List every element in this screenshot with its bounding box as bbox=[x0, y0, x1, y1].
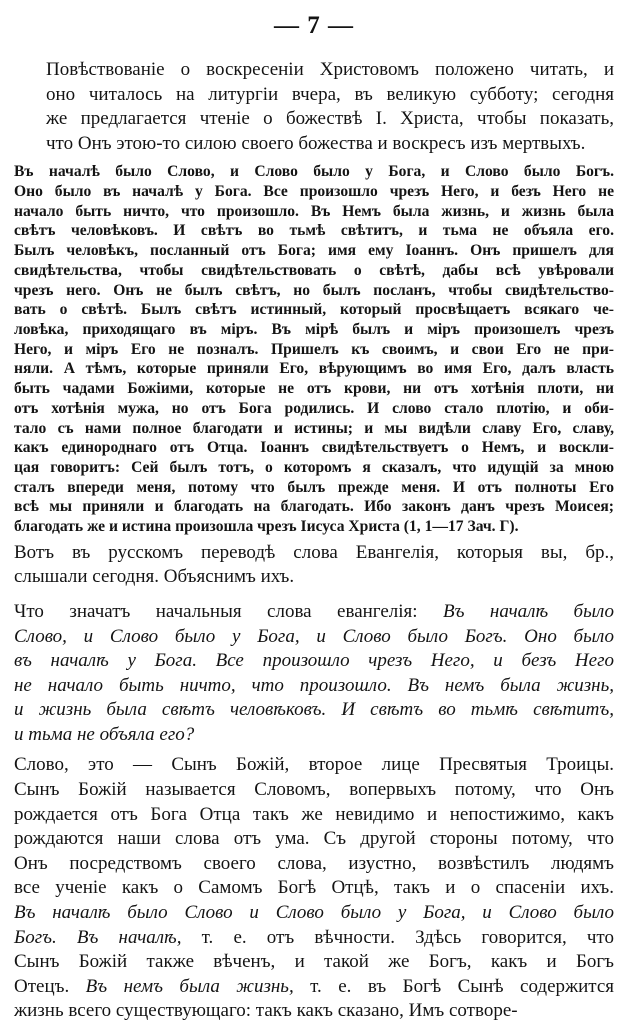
text-line bbox=[14, 649, 614, 674]
text-segment: жизнь всего существующаго: такъ какъ сказано, Имъ сотворе- bbox=[14, 1000, 518, 1022]
text-line bbox=[14, 876, 614, 901]
text-segment: Былъ человѣкъ, посланный отъ Бога; имя ему Іоаннъ. Онъ пришелъ для bbox=[14, 242, 614, 260]
text-segment: Слово, это — Сынъ Божій, второе лице Пресвятыя Троицы. bbox=[14, 754, 614, 776]
text-line bbox=[14, 541, 614, 566]
text-line bbox=[46, 132, 614, 157]
text-line bbox=[46, 107, 614, 132]
italic-text: Въ немъ была жизнь, bbox=[85, 975, 294, 997]
text-segment: Повѣствованіе о воскресеніи Христовомъ положено читать, и bbox=[46, 59, 614, 80]
text-segment: оно читалось на литургіи вчера, въ великую субботу; сегодня bbox=[46, 83, 614, 105]
text-segment: Оно было въ началѣ у Бога. Все произошло чрезъ Него, и безъ Него не bbox=[14, 183, 614, 201]
text-segment: рождается отъ Бога Отца такъ же невидимо и непостижимо, какъ bbox=[14, 803, 614, 825]
text-line bbox=[14, 600, 614, 625]
text-segment: Сынъ Божій называется Словомъ, вопервыхъ потому, что Онъ bbox=[14, 779, 614, 801]
paragraph-gospel-text bbox=[14, 162, 614, 536]
text-line bbox=[14, 753, 614, 778]
italic-text: и жизнь была свѣтъ человѣковъ. И свѣтъ во тьмѣ свѣтитъ, bbox=[14, 699, 614, 721]
text-segment: т. е. въ Богѣ Сынѣ содержится bbox=[293, 975, 614, 997]
text-segment: все ученіе какъ о Самомъ Богѣ Отцѣ, такъ и о спасеніи ихъ. bbox=[14, 877, 614, 899]
paragraph-intro bbox=[14, 58, 614, 156]
text-segment: свидѣтельства, чтобы свидѣтельствовать о свѣтѣ, дабы всѣ увѣровали bbox=[14, 261, 614, 279]
text-line bbox=[14, 723, 614, 748]
text-line bbox=[14, 281, 614, 301]
text-line bbox=[14, 458, 614, 478]
text-segment: какъ единороднаго отъ Отца. Іоаннъ свидѣтельствуетъ о Немъ, и воскли- bbox=[14, 439, 614, 457]
italic-text: не начало быть ничто, что произошло. Въ немъ была жизнь, bbox=[14, 674, 614, 696]
text-line bbox=[14, 517, 614, 537]
text-line bbox=[14, 950, 614, 975]
text-segment: начало быть ничто, что произошло. Въ Немъ была жизнь, и жизнь была bbox=[14, 202, 614, 220]
text-segment: благодать же и истина произошла чрезъ Іисуса Христа (1, 1—17 Зач. Г). bbox=[14, 518, 519, 536]
text-line bbox=[14, 340, 614, 360]
text-segment: отъ хотѣнія мужа, но отъ Бога родились. И слово стало плотію, и оби- bbox=[14, 399, 614, 417]
page-number: — 7 — bbox=[274, 12, 354, 39]
text-line bbox=[46, 58, 614, 83]
text-segment: сталъ впереди меня, потому что былъ прежде меня. И отъ полноты Его bbox=[14, 478, 614, 496]
text-segment: что Онъ этою-то силою своего божества и воскресъ изъ мертвыхъ. bbox=[46, 132, 586, 154]
text-segment: Въ началѣ было Слово, и Слово было у Бога, и Слово было Богъ. bbox=[14, 163, 614, 181]
text-segment: всѣ мы приняли и благодать на благодать. Ибо законъ данъ чрезъ Моисея; bbox=[14, 498, 614, 516]
paragraph-question bbox=[14, 600, 614, 748]
text-line bbox=[14, 162, 614, 182]
text-line bbox=[14, 901, 614, 926]
italic-text: Въ началѣ было bbox=[443, 600, 614, 622]
paragraph-russian-translation bbox=[14, 541, 614, 590]
text-line bbox=[14, 202, 614, 222]
text-line bbox=[14, 182, 614, 202]
text-line bbox=[14, 926, 614, 951]
text-segment: цая говоритъ: Сей былъ тотъ, о которомъ я сказалъ, что идущій за мною bbox=[14, 458, 614, 476]
text-line bbox=[14, 300, 614, 320]
text-segment: Него, и міръ Его не позналъ. Пришелъ къ своимъ, и свои Его не при- bbox=[14, 340, 614, 358]
text-line bbox=[14, 674, 614, 699]
text-line bbox=[14, 803, 614, 828]
text-line bbox=[14, 359, 614, 379]
text-line bbox=[14, 438, 614, 458]
italic-text: и тьма не объяла его? bbox=[14, 723, 195, 745]
text-segment: Отецъ. bbox=[14, 975, 86, 997]
text-line bbox=[14, 852, 614, 877]
italic-text: Слово, и Слово было у Бога, и Слово было Богъ. Оно было bbox=[14, 625, 614, 647]
text-line bbox=[14, 399, 614, 419]
text-segment: свѣтъ человѣковъ. И свѣтъ во тьмѣ свѣтитъ, и тьма не объяла его. bbox=[14, 222, 614, 240]
text-segment: чрезъ него. Онъ не былъ свѣтъ, но былъ посланъ, чтобы свидѣтельство- bbox=[14, 281, 614, 299]
text-segment: тало съ нами полное благодати и истины; и мы видѣли славу Его, славу, bbox=[14, 419, 614, 437]
text-line bbox=[14, 221, 614, 241]
text-segment: же предлагается чтеніе о божествѣ I. Христа, чтобы показать, bbox=[46, 108, 614, 130]
text-line bbox=[14, 379, 614, 399]
text-line bbox=[14, 565, 614, 590]
italic-text: Въ началѣ было Слово и Слово было у Бога, и Слово было bbox=[14, 902, 614, 924]
text-line bbox=[14, 261, 614, 281]
text-line bbox=[14, 625, 614, 650]
italic-text: въ началѣ у Бога. Все произошло чрезъ Него, и безъ Него bbox=[14, 650, 614, 672]
text-line bbox=[14, 478, 614, 498]
text-segment: слышали сегодня. Объяснимъ ихъ. bbox=[14, 566, 295, 588]
text-segment: т. е. отъ вѣчности. Здѣсь говорится, что bbox=[181, 926, 614, 948]
text-segment: быть чадами Божіими, которые не отъ крови, ни отъ хотѣнія плоти, ни bbox=[14, 380, 614, 398]
text-segment: ловѣка, приходящаго въ міръ. Въ мірѣ былъ и міръ произошелъ чрезъ bbox=[14, 321, 614, 338]
text-line bbox=[14, 419, 614, 439]
text-line bbox=[14, 497, 614, 517]
text-segment: Что значатъ начальныя слова евангелія: bbox=[14, 600, 443, 622]
text-line bbox=[14, 999, 614, 1024]
text-segment: Онъ посредствомъ своего слова, изустно, возвѣстилъ людямъ bbox=[14, 852, 614, 874]
text-line bbox=[46, 83, 614, 108]
text-line bbox=[14, 698, 614, 723]
text-segment: Вотъ въ русскомъ переводѣ слова Евангелія, которыя вы, бр., bbox=[14, 541, 614, 563]
text-segment: вать о свѣтѣ. Былъ свѣтъ истинный, который просвѣщаетъ всякаго че- bbox=[14, 301, 614, 319]
paragraph-explanation bbox=[14, 753, 614, 1024]
italic-text: Богъ. Въ началѣ, bbox=[14, 926, 182, 948]
text-line bbox=[14, 827, 614, 852]
text-segment: няли. А тѣмъ, которые приняли Его, вѣрующимъ во имя Его, далъ власть bbox=[14, 360, 614, 378]
text-line bbox=[14, 241, 614, 261]
text-segment: Сынъ Божій также вѣченъ, и такой же Богъ, какъ и Богъ bbox=[14, 951, 614, 973]
text-line bbox=[14, 778, 614, 803]
text-segment: рождаются наши слова отъ ума. Съ другой стороны потому, что bbox=[14, 828, 614, 850]
text-line bbox=[14, 320, 614, 340]
